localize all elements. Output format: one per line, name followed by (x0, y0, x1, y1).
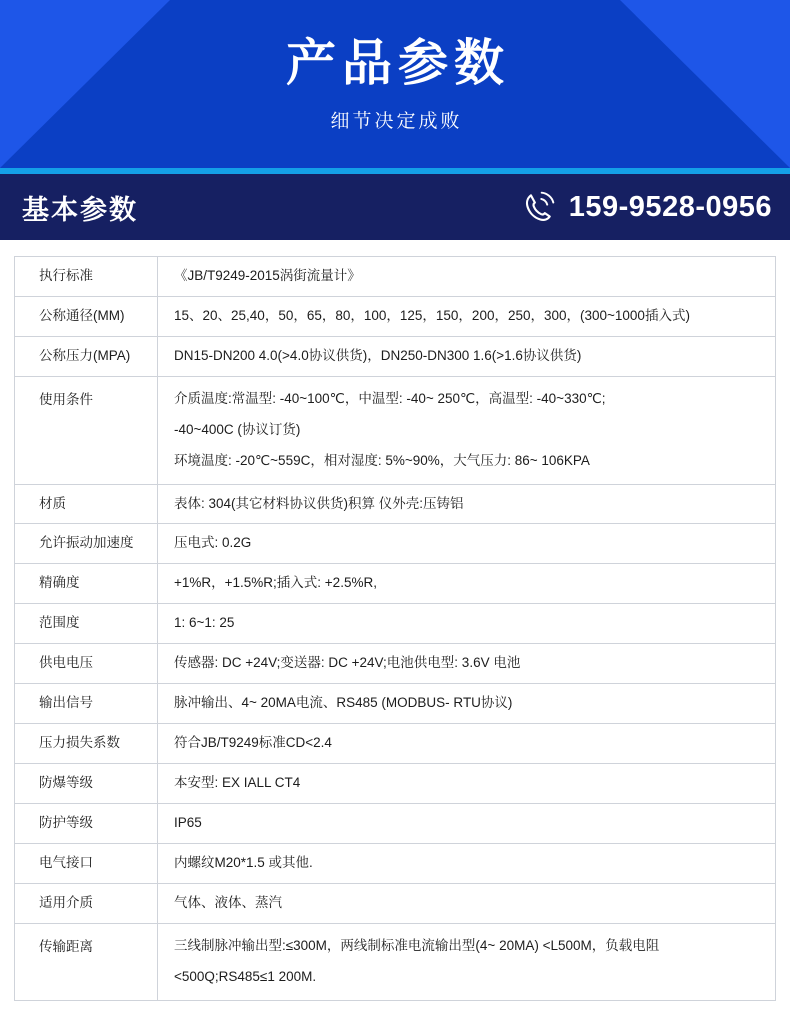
table-row (15, 724, 776, 764)
value-line: 内螺纹M20*1.5 或其他. (174, 854, 313, 870)
row-value (158, 336, 776, 376)
table-row (15, 484, 776, 524)
value-line: 介质温度:常温型: -40~100℃，中温型: -40~ 250℃，高温型: -40~330℃; (174, 390, 606, 406)
row-label: 供电电压 (15, 644, 158, 684)
row-value (158, 883, 776, 923)
row-label: 材质 (15, 484, 158, 524)
row-value (158, 376, 776, 484)
row-label: 精确度 (15, 564, 158, 604)
value-line: 15、20、25,40，50，65，80，100，125，150，200，250，300，(300~1000插入式) (174, 307, 690, 323)
table-row (15, 843, 776, 883)
table-row (15, 524, 776, 564)
table-row (15, 644, 776, 684)
table-row (15, 763, 776, 803)
row-label: 范围度 (15, 604, 158, 644)
row-value (158, 484, 776, 524)
value-line: 脉冲输出、4~ 20MA电流、RS485 (MODBUS- RTU协议) (174, 695, 513, 711)
table-row (15, 604, 776, 644)
banner-content (0, 0, 790, 168)
table-row (15, 883, 776, 923)
row-label: 防护等级 (15, 803, 158, 843)
row-label: 公称压力(MPA) (15, 336, 158, 376)
table-row (15, 296, 776, 336)
row-value (158, 803, 776, 843)
table-row (15, 257, 776, 297)
row-label: 适用介质 (15, 883, 158, 923)
table-row (15, 684, 776, 724)
value-line: 《JB/T9249-2015涡街流量计》 (174, 268, 361, 283)
table-row (15, 803, 776, 843)
spec-table-wrapper (0, 240, 790, 1011)
spec-table-body (15, 257, 776, 1001)
row-label: 电气接口 (15, 843, 158, 883)
row-value (158, 843, 776, 883)
table-row (15, 376, 776, 484)
phone-number[interactable]: 159-9528-0956 (568, 190, 772, 223)
value-line: 压电式: 0.2G (174, 535, 252, 551)
row-value (158, 684, 776, 724)
value-line: +1%R，+1.5%R;插入式: +2.5%R, (174, 575, 377, 591)
table-row (15, 564, 776, 604)
value-line: 三线制脉冲输出型:≤300M，两线制标准电流输出型(4~ 20MA) <L500M，负载电阻 (174, 937, 660, 953)
contact-block (521, 190, 772, 224)
row-value (158, 524, 776, 564)
banner-title: 产品参数 (286, 34, 510, 91)
row-label: 公称通径(MM) (15, 296, 158, 336)
row-label: 压力损失系数 (15, 724, 158, 764)
row-label: 允许振动加速度 (15, 524, 158, 564)
row-label: 使用条件 (15, 376, 158, 484)
product-parameters-banner (0, 0, 790, 168)
basic-parameters-section-bar (0, 174, 790, 240)
row-value (158, 296, 776, 336)
specifications-table (14, 256, 776, 1001)
value-line: -40~400C (协议订货) (174, 421, 301, 437)
row-value (158, 724, 776, 764)
value-line: <500Q;RS485≤1 200M. (174, 968, 317, 984)
row-value (158, 604, 776, 644)
value-line: IP65 (174, 814, 202, 830)
row-value (158, 923, 776, 1000)
value-line: DN15-DN200 4.0(>4.0协议供货)，DN250-DN300 1.6(>1.6协议供货) (174, 347, 582, 363)
row-value (158, 564, 776, 604)
value-line: 1: 6~1: 25 (174, 615, 235, 631)
value-line: 本安型: EX IALL CT4 (174, 774, 301, 790)
table-row (15, 923, 776, 1000)
row-label: 执行标准 (15, 257, 158, 297)
value-line: 气体、液体、蒸汽 (174, 894, 282, 910)
value-line: 环境温度: -20℃~559C，相对湿度: 5%~90%，大气压力: 86~ 106KPA (174, 452, 590, 468)
section-title: 基本参数 (22, 194, 138, 225)
banner-subtitle: 细节决定成败 (330, 111, 463, 133)
row-value (158, 763, 776, 803)
row-value (158, 644, 776, 684)
row-label: 传输距离 (15, 923, 158, 1000)
value-line: 符合JB/T9249标准CD<2.4 (174, 735, 332, 751)
row-label: 防爆等级 (15, 763, 158, 803)
value-line: 表体: 304(其它材料协议供货)积算 仪外壳:压铸铝 (174, 495, 464, 511)
row-value (158, 257, 776, 297)
row-label: 输出信号 (15, 684, 158, 724)
table-row (15, 336, 776, 376)
phone-icon (521, 190, 557, 224)
value-line: 传感器: DC +24V;变送器: DC +24V;电池供电型: 3.6V 电池 (174, 655, 521, 671)
